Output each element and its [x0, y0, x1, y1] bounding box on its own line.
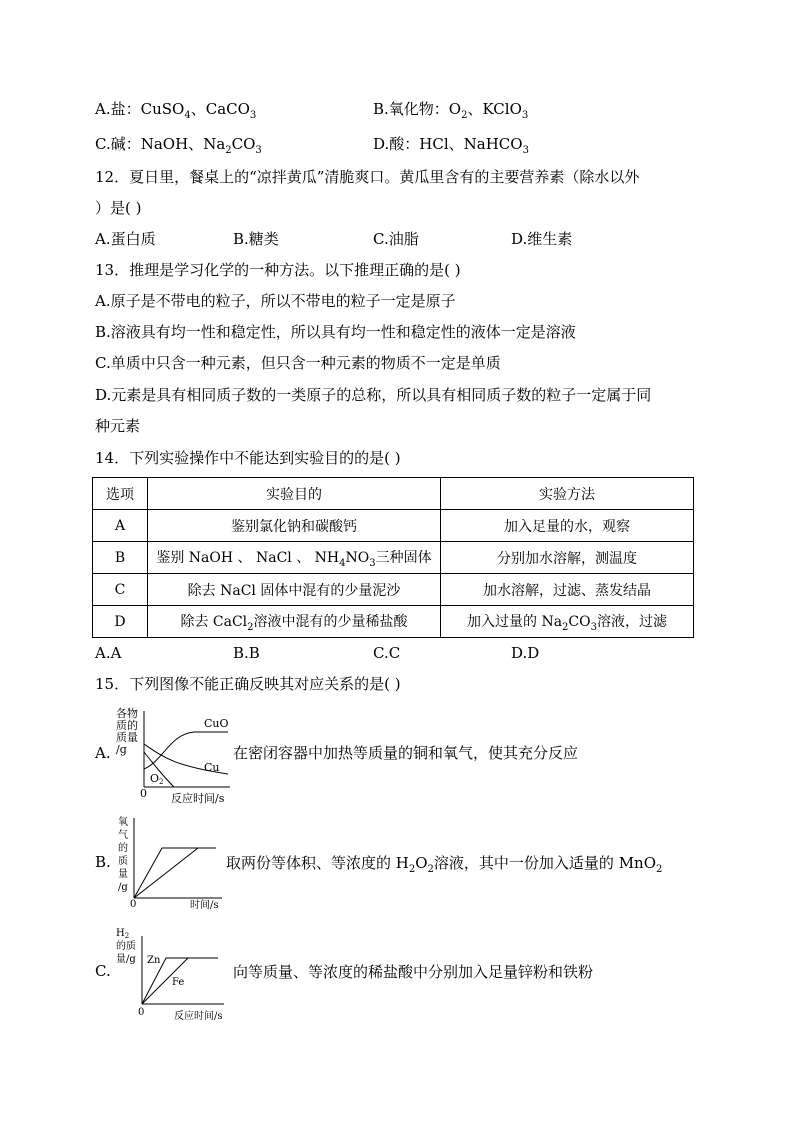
q13-stem: 13．推理是学习化学的一种方法。以下推理正确的是( ) [95, 261, 461, 279]
q14-option-b: B.B [233, 644, 260, 662]
cell-purpose: 鉴别氯化钠和碳酸钙 [148, 510, 441, 542]
cell-purpose: 鉴别 NaOH 、 NaCl 、 $NH_4NO_3$三种固体 [148, 542, 441, 574]
q15-option-a-desc: 在密闭容器中加热等质量的铜和氧气，使其充分反应 [233, 744, 579, 762]
q13-option-d-line1: D.元素是具有相同质子数的一类原子的总称，所以具有相同质子数的粒子一定属于同 [95, 386, 652, 404]
graph-a-series-cuo: CuO [204, 717, 229, 730]
q13-option-a: A.原子是不带电的粒子，所以不带电的粒子一定是原子 [95, 292, 456, 310]
q11-option-a: A.盐：CuSO$_4$、CaCO$_3$ [95, 100, 257, 121]
q14-table [92, 477, 694, 638]
graph-a-ylabel-3: 质量 [116, 731, 138, 744]
graph-c-ylabel-3: 量/g [116, 954, 136, 965]
cell-purpose: 除去 CaCl$_2$溶液中混有的少量稀盐酸 [148, 606, 441, 638]
q13-option-d-line2: 种元素 [95, 417, 141, 435]
q11-option-d: D.酸：HCl、NaHCO$_3$ [373, 135, 529, 156]
q11-option-c: C.碱：NaOH、$Na_2CO_3$ [95, 135, 262, 156]
q15-option-c-desc: 向等质量、等浓度的稀盐酸中分别加入足量锌粉和铁粉 [233, 963, 594, 981]
graph-a-ylabel-4: /g [116, 743, 127, 756]
q14-option-a: A.A [95, 644, 122, 662]
graph-c-xlabel: 反应时间/s [174, 1011, 223, 1022]
q15-option-b-label: B. [95, 853, 111, 871]
graph-a-series-cu: Cu [204, 761, 220, 774]
graph-c-ylabel-1: $H_2$ [116, 928, 130, 940]
table-row [93, 574, 694, 606]
q14-stem: 14．下列实验操作中不能达到实验目的的是( ) [95, 449, 401, 467]
cell-method: 加入足量的水，观察 [441, 510, 694, 542]
header-method: 实验方法 [441, 478, 694, 510]
graph-b-xlabel: 时间/s [190, 900, 219, 911]
graph-a-ylabel-2: 质的 [116, 719, 138, 732]
cell-method: 分别加水溶解，测温度 [441, 542, 694, 574]
q12-stem-line2: ）是( ) [95, 199, 142, 217]
table-row [93, 542, 694, 574]
cell-option: C [93, 574, 148, 606]
graph-b-ylabel-3: 的 [118, 843, 128, 854]
graph-a-xlabel: 反应时间/s [171, 792, 225, 805]
graph-c-origin: 0 [138, 1007, 145, 1018]
q15-graph-a [108, 703, 234, 805]
cell-option: D [93, 606, 148, 638]
q15-option-c-label: C. [95, 962, 111, 980]
cell-option: B [93, 542, 148, 574]
q12-stem-line1: 12．夏日里，餐桌上的“凉拌黄瓜”清脆爽口。黄瓜里含有的主要营养素（除水以外 [95, 168, 640, 186]
q12-option-c: C.油脂 [373, 230, 419, 248]
graph-a-origin: 0 [140, 787, 147, 800]
header-purpose: 实验目的 [148, 478, 441, 510]
q12-option-b: B.糖类 [233, 230, 279, 248]
graph-c-series-zn: Zn [147, 955, 161, 966]
graph-a-ylabel-1: 各物 [116, 707, 138, 720]
q15-graph-c [108, 922, 234, 1022]
graph-b-ylabel-2: 气 [118, 830, 128, 841]
graph-b-origin: 0 [130, 899, 137, 910]
q15-graph-b [110, 814, 226, 912]
q13-option-c: C.单质中只含一种元素，但只含一种元素的物质不一定是单质 [95, 354, 501, 372]
graph-b-ylabel-1: 氧 [118, 817, 128, 828]
graph-c-series-fe: Fe [172, 977, 185, 988]
graph-b-line-fast [134, 848, 216, 898]
q15-option-a-label: A. [95, 744, 111, 762]
cell-option: A [93, 510, 148, 542]
table-row [93, 510, 694, 542]
table-header-row [93, 478, 694, 510]
graph-a-series-o2: O2 [150, 772, 164, 786]
q12-option-a: A.蛋白质 [95, 230, 156, 248]
header-option: 选项 [93, 478, 148, 510]
graph-b-ylabel-4: 质 [118, 856, 128, 867]
graph-b-ylabel-6: /g [118, 882, 128, 893]
graph-c-ylabel-2: 的质 [116, 941, 136, 952]
q13-option-b: B.溶液具有均一性和稳定性，所以具有均一性和稳定性的液体一定是溶液 [95, 323, 576, 341]
cell-purpose: 除去 NaCl 固体中混有的少量泥沙 [148, 574, 441, 606]
table-row [93, 606, 694, 638]
q15-option-b-desc: 取两份等体积、等浓度的 $H_2O_2$溶液，其中一份加入适量的 MnO$_2$ [226, 854, 663, 875]
q14-option-d: D.D [511, 644, 540, 662]
cell-method: 加入过量的 $Na_2CO_3$溶液，过滤 [441, 606, 694, 638]
graph-b-ylabel-5: 量 [118, 869, 128, 880]
cell-method: 加水溶解，过滤、蒸发结晶 [441, 574, 694, 606]
q11-option-b: B.氧化物：$O_2$、KClO$_3$ [373, 100, 529, 121]
q14-option-c: C.C [373, 644, 401, 662]
q12-option-d: D.维生素 [511, 230, 573, 248]
graph-b-line-slow [134, 848, 198, 898]
q15-stem: 15．下列图像不能正确反映其对应关系的是( ) [95, 675, 401, 693]
